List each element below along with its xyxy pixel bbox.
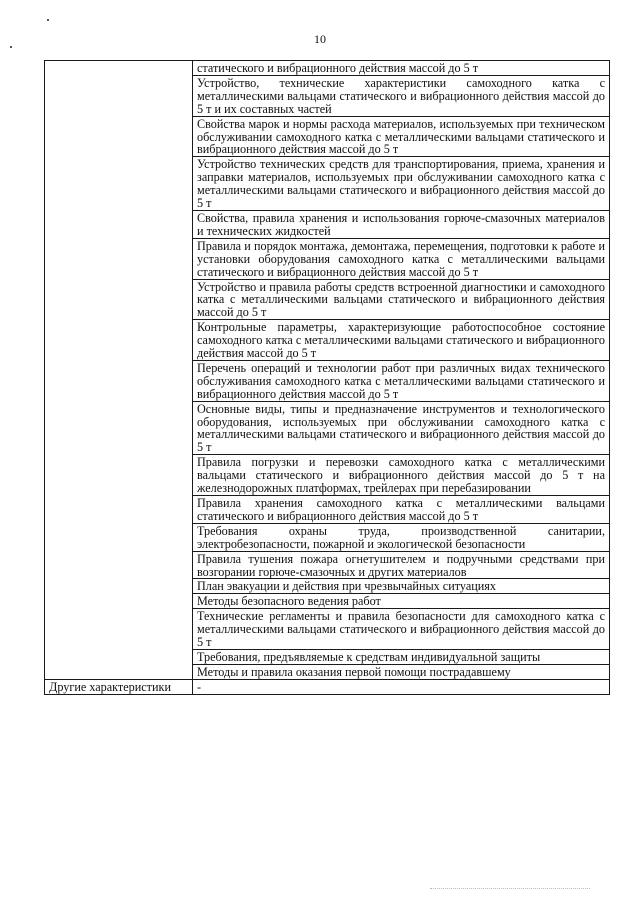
- other-characteristics-label: Другие характеристики: [45, 679, 193, 694]
- knowledge-table: [44, 60, 610, 695]
- content-cell: Свойства марок и нормы расхода материалов, используемых при техническом обслуживании самоходного катка с металлическими вальцами статического и вибрационного действия массой до 5 т: [193, 116, 610, 157]
- scan-speck: [10, 46, 12, 48]
- content-cell: План эвакуации и действия при чрезвычайных ситуациях: [193, 579, 610, 594]
- content-cell: Перечень операций и технологии работ при различных видах технического обслуживания самоходного катка с металлическими вальцами статического и вибрационного действия массой до 5 т: [193, 360, 610, 401]
- content-cell: Методы безопасного ведения работ: [193, 594, 610, 609]
- content-cell: Устройство, технические характеристики самоходного катка с металлическими вальцами статического и вибрационного действия массой до 5 т и их составных частей: [193, 75, 610, 116]
- content-cell: Требования охраны труда, производственной санитарии, электробезопасности, пожарной и экологической безопасности: [193, 523, 610, 551]
- content-cell: Основные виды, типы и предназначение инструментов и технологического оборудования, используемых при обслуживании самоходного катка с металлическими вальцами статического и вибрационного действия массой до 5 т: [193, 401, 610, 455]
- content-cell: Правила и порядок монтажа, демонтажа, перемещения, подготовки к работе и установки оборудования самоходного катка с металлическими вальцами статического и вибрационного действия массой до 5 т: [193, 238, 610, 279]
- table-row-other: [45, 679, 610, 694]
- page-number: 10: [314, 32, 326, 46]
- content-cell: статического и вибрационного действия массой до 5 т: [193, 61, 610, 76]
- content-cell: Устройство технических средств для транспортирования, приема, хранения и заправки материалов, используемых при обслуживании самоходного катка с металлическими вальцами статического и вибрационного действия массой до 5 т: [193, 157, 610, 211]
- label-cell-empty: [45, 61, 193, 680]
- content-cell: Методы и правила оказания первой помощи пострадавшему: [193, 664, 610, 679]
- content-cell: Требования, предъявляемые к средствам индивидуальной защиты: [193, 649, 610, 664]
- table-row: [45, 61, 610, 76]
- scan-speck: [47, 19, 49, 21]
- other-characteristics-value: -: [193, 679, 610, 694]
- content-cell: Свойства, правила хранения и использования горюче-смазочных материалов и технических жидкостей: [193, 210, 610, 238]
- content-cell: Контрольные параметры, характеризующие работоспособное состояние самоходного катка с металлическими вальцами статического и вибрационного действия массой до 5 т: [193, 320, 610, 361]
- content-cell: Технические регламенты и правила безопасности для самоходного катка с металлическими вальцами статического и вибрационного действия массой до 5 т: [193, 609, 610, 650]
- content-cell: Правила хранения самоходного катка с металлическими вальцами статического и вибрационного действия массой до 5 т: [193, 496, 610, 524]
- content-cell: Правила погрузки и перевозки самоходного катка с металлическими вальцами статического и вибрационного действия массой до 5 т на железнодорожных платформах, трейлерах при перебазировании: [193, 455, 610, 496]
- scan-noise-line: [430, 888, 590, 890]
- content-cell: Устройство и правила работы средств встроенной диагностики и самоходного катка с металлическими вальцами статического и вибрационного действия массой до 5 т: [193, 279, 610, 320]
- content-cell: Правила тушения пожара огнетушителем и подручными средствами при возгорании горюче-смазочных и других материалов: [193, 551, 610, 579]
